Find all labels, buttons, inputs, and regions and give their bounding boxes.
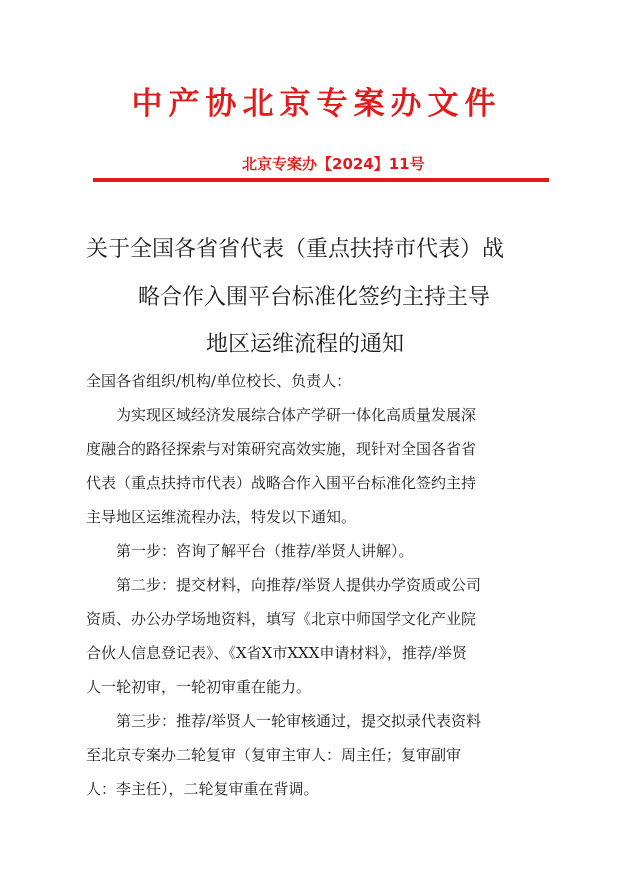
step-two-line: 第二步：提交材料，向推荐/举贤人提供办学资质或公司 (116, 576, 482, 594)
paragraph-line: 代表（重点扶持市代表）战略合作入围平台标准化签约主持 (86, 474, 477, 492)
step-two-line: 资质、办公办学场地资料，填写《北京中师国学文化产业院 (86, 610, 477, 628)
step-three-line: 人：李主任），二轮复审重在背调。 (86, 780, 319, 798)
paragraph-line: 度融合的路径探索与对策研究高效实施，现针对全国各省省 (86, 440, 477, 458)
step-three-line: 至北京专案办二轮复审（复审主审人：周主任；复审副审 (86, 746, 462, 764)
notice-title-line-3: 地区运维流程的通知 (206, 332, 405, 357)
step-three-line: 第三步：推荐/举贤人一轮审核通过，提交拟录代表资料 (116, 712, 482, 730)
document-masthead: 中产协北京专案办文件 (131, 86, 502, 122)
salutation: 全国各省组织/机构/单位校长、负责人： (86, 372, 352, 390)
document-number: 北京专案办【2024】11号 (242, 155, 425, 173)
step-one: 第一步：咨询了解平台（推荐/举贤人讲解）。 (116, 542, 414, 560)
step-two-line: 人一轮初审，一轮初审重在能力。 (86, 678, 312, 696)
paragraph-line: 为实现区域经济发展综合体产学研一体化高质量发展深 (116, 406, 477, 424)
step-two-line: 合伙人信息登记表》、《X省X市XXX申请材料》，推荐/举贤 (86, 644, 467, 662)
notice-title-line-2: 略合作入围平台标准化签约主持主导 (138, 285, 491, 310)
notice-title-line-1: 关于全国各省省代表（重点扶持市代表）战 (86, 237, 505, 262)
paragraph-line: 主导地区运维流程办法，特发以下通知。 (86, 508, 357, 526)
red-divider-line (93, 178, 549, 182)
